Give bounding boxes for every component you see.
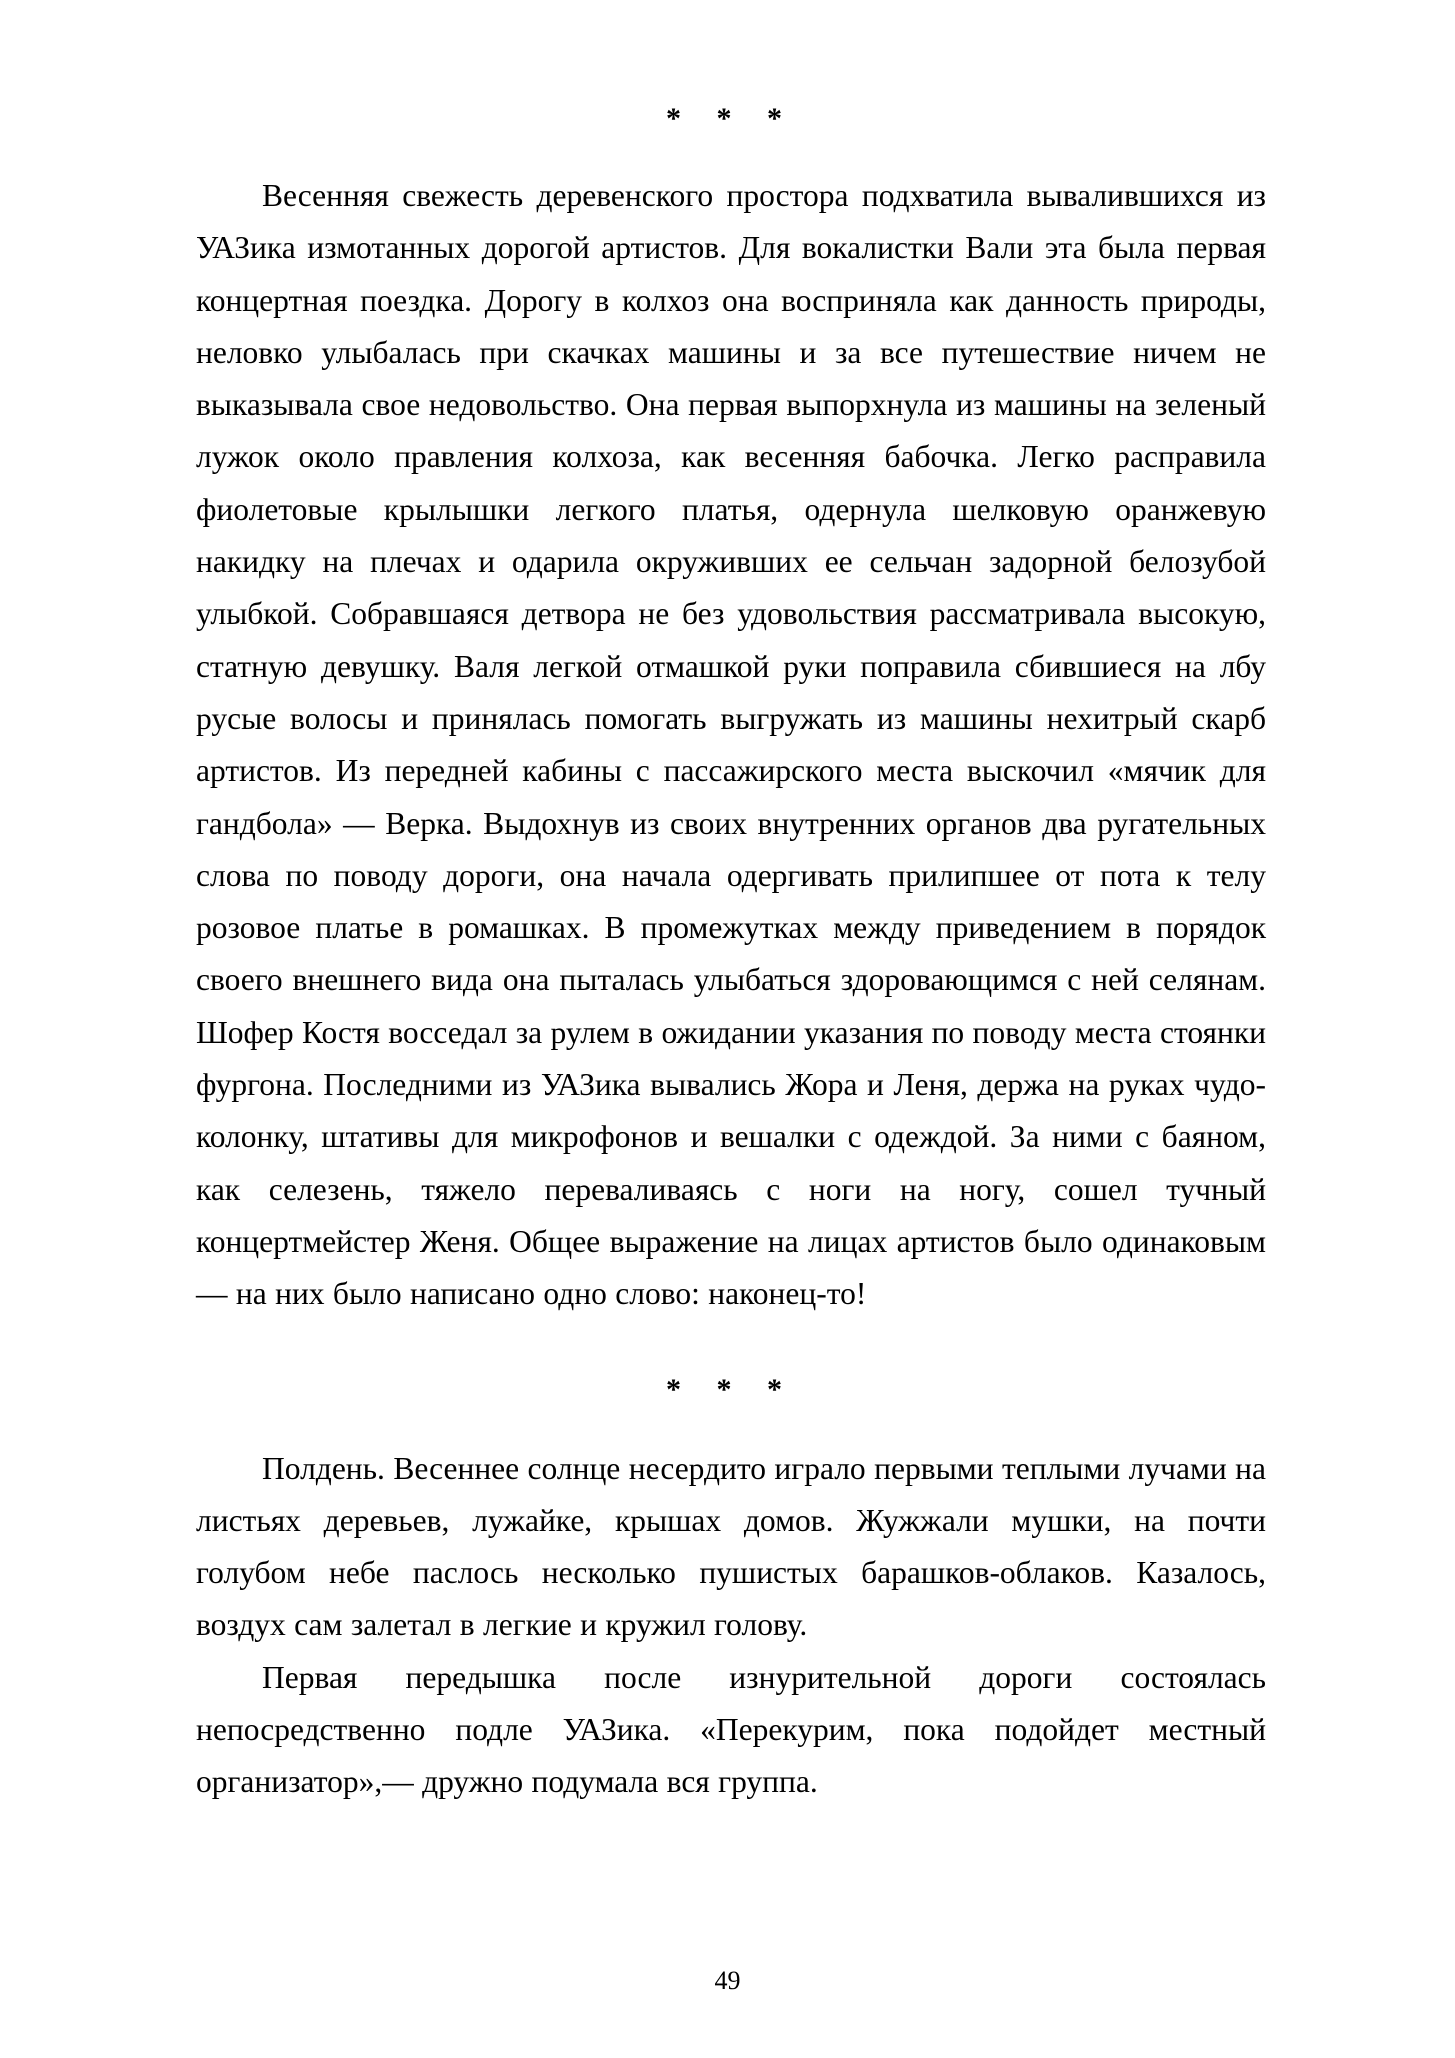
page-content <box>196 104 1266 1809</box>
paragraph-3: Первая передышка после изнурительной дороги состоялась непосредственно подле УАЗика. «Перекурим, пока подойдет местный организатор»,— дружно подумала вся группа. <box>196 1659 1266 1800</box>
page-number: 49 <box>714 1966 741 1995</box>
scene-break-divider-2: * * * <box>666 1372 796 1406</box>
scene-break-divider-1: * * * <box>666 102 796 135</box>
paragraph-1: Весенняя свежесть деревенского простора подхватила вывалившихся из УАЗика измотанных дорогой артистов. Для вокалистки Вали эта была первая концертная поездка. Дорогу в колхоз она восприняла как данность природы, неловко улыбалась при скачках машины и за все путешествие ничем не выказывала свое недовольство. Она первая выпорхнула из машины на зеленый лужок около правления колхоза, как весенняя бабочка. Легко расправила фиолетовые крылышки легкого платья, одернула шелковую оранжевую накидку на плечах и одарила окруживших ее сельчан задорной белозубой улыбкой. Собравшаяся детвора не без удовольствия рассматривала высокую, статную девушку. Валя легкой отмашкой руки поправила сбившиеся на лбу русые волосы и принялась помогать выгружать из машины нехитрый скарб артистов. Из передней кабины с пассажирского места выскочил «мячик для гандбола» — Верка. Выдохнув из своих внутренних органов два ругательных слова по поводу дороги, она начала одергивать прилипшее от пота к телу розовое платье в ромашках. В промежутках между приведением в порядок своего внешнего вида она пыталась улыбаться здоровающимся с ней селянам. Шофер Костя восседал за рулем в ожидании указания по поводу места стоянки фургона. Последними из УАЗика вывались Жора и Леня, держа на руках чудо-колонку, штативы для микрофонов и вешалки с одеждой. За ними с баяном, как селезень, тяжело переваливаясь с ноги на ногу, сошел тучный концертмейстер Женя. Общее выражение на лицах артистов было одинаковым — на них было написано одно слово: наконец-то! <box>196 178 1266 1312</box>
paragraph-2: Полдень. Весеннее солнце несердито играло первыми теплыми лучами на листьях деревьев, лужайке, крышах домов. Жужжали мушки, на почти голубом небе паслось несколько пушистых барашков-облаков. Казалось, воздух сам залетал в легкие и кружил голову. <box>196 1450 1266 1643</box>
